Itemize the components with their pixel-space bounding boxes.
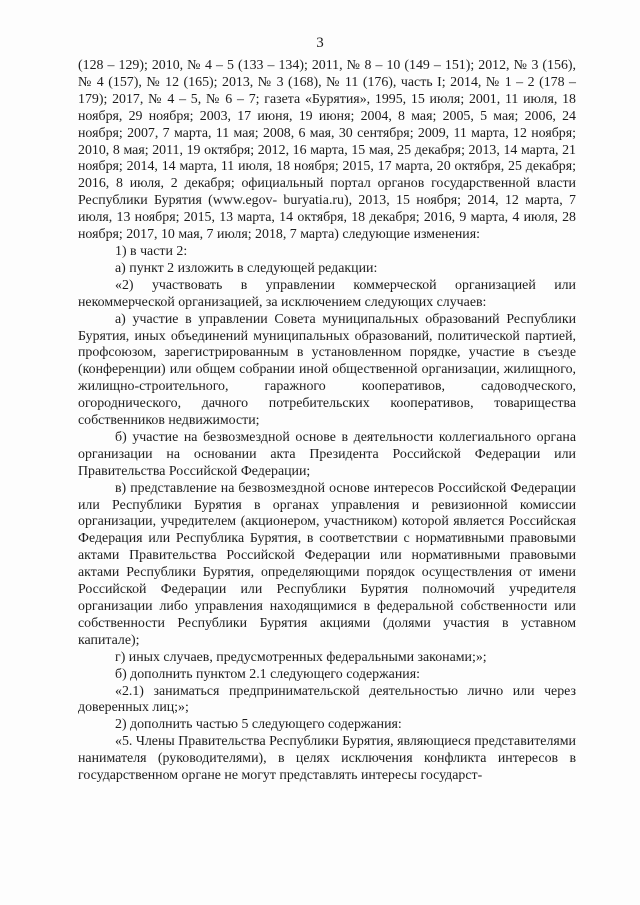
paragraph-point-2-1-text: «2.1) заниматься предпринимательской деятельностью лично или через доверенных лиц;»; (78, 683, 576, 716)
page-number: 3 (316, 35, 324, 51)
paragraph-exception-a: а) участие в управлении Совета муниципальных образований Республики Бурятия, иных объединений муниципальных образований, политической партией, профсоюзом, зарегистрированным в установленном порядке, участие в съезде (конференции) или общем собрании иной общественной организации, жилищного, жилищно-строительного, гаражного кооперативов, садоводческого, огороднического, дачного потребительских кооперативов, товарищества собственников недвижимости; (78, 311, 576, 429)
paragraph-subitem-b: б) дополнить пунктом 2.1 следующего содержания: (115, 666, 420, 682)
paragraph-item-2: 2) дополнить частью 5 следующего содержания: (115, 717, 402, 733)
paragraph-references-continuation: (128 – 129); 2010, № 4 – 5 (133 – 134); 2011, № 8 – 10 (149 – 151); 2012, № 3 (156), № 4 (157), № 12 (165); 2013, № 3 (168), № 11 (176), часть I; 2014, № 1 – 2 (178 – 179); 2017, № 4 – 5, № 6 – 7; газета «Бурятия», 1995, 15 июля; 2001, 11 июля, 18 ноября, 29 ноября; 2003, 17 июня, 19 июня; 2004, 8 мая; 2005, 5 мая; 2006, 24 ноября; 2007, 7 марта, 11 мая; 2008, 6 мая, 30 сентября; 2009, 11 марта, 12 ноября; 2010, 8 мая; 2011, 19 октября; 2012, 16 марта, 15 мая, 25 декабря; 2013, 14 марта, 21 ноября; 2014, 14 марта, 11 июля, 18 ноября; 2015, 17 марта, 20 октября, 25 декабря; 2016, 8 июля, 2 декабря; официальный портал органов государственной власти Республики Бурятия (www.egov- buryatia.ru), 2013, 15 ноября; 2014, 12 марта, 7 июля, 13 ноября; 2015, 13 марта, 14 октября, 18 декабря; 2016, 9 марта, 4 июля, 28 ноября; 2017, 10 мая, 7 июля; 2018, 7 марта) следующие изменения: (78, 58, 576, 243)
paragraph-point-2-text: «2) участвовать в управлении коммерческой организацией или некоммерческой организацией, за исключением следующих случаев: (78, 277, 576, 310)
document-body (78, 58, 576, 785)
paragraph-part-5-text: «5. Члены Правительства Республики Бурятия, являющиеся представителями нанимателя (руководителями), в целях исключения конфликта интересов в государственном органе не могут представлять интересы государст- (78, 734, 576, 784)
paragraph-exception-b: б) участие на безвозмездной основе в деятельности коллегиального органа организации на основании акта Президента Российской Федерации или Правительства Российской Федерации; (78, 429, 576, 479)
paragraph-exception-g: г) иных случаев, предусмотренных федеральными законами;»; (115, 649, 487, 665)
paragraph-item-1: 1) в части 2: (115, 243, 188, 259)
paragraph-exception-v: в) представление на безвозмездной основе интересов Российской Федерации или Республики Бурятия в органах управления и ревизионной комиссии организации, учредителем (акционером, участником) которой является Российская Федерация или Республика Бурятия, в соответствии с нормативными правовыми актами Правительства Российской Федерации или нормативными правовыми актами Республики Бурятия, определяющими порядок осуществления от имени Российской Федерации или Республики Бурятия полномочий учредителя организации либо управления находящимися в федеральной собственности или собственности Республики Бурятия акциями (долями участия в уставном капитале); (78, 480, 576, 648)
paragraph-subitem-a: а) пункт 2 изложить в следующей редакции: (115, 260, 378, 276)
